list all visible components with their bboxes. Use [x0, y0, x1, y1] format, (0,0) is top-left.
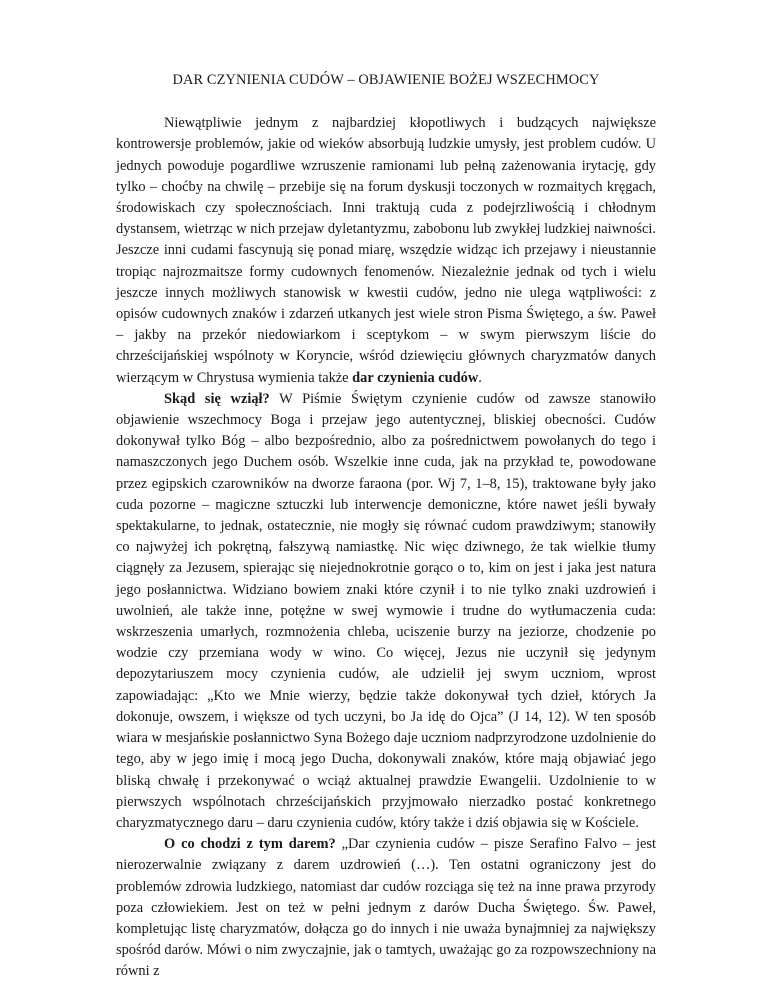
paragraph-text: . [478, 369, 482, 386]
bold-phrase: dar czynienia cudów [352, 369, 479, 386]
paragraph-2 [116, 389, 656, 834]
section-lead-heading: Skąd się wziął? [164, 390, 270, 407]
paragraph-text: „Dar czynienia cudów – pisze Serafino Falvo – jest nierozerwalnie związany z darem uzdrowień (…). Ten ostatni ograniczony jest do problemów zdrowia ludzkiego, natomiast dar cudów rozciąga się też na inne prawa przyrody poza człowiekiem. Jest on też w pełni jednym z darów Ducha Świętego. Św. Paweł, kompletując listę charyzmatów, dołącza go do innych i nie uważa bynajmniej za największy spośród darów. Mówi o nim zwyczajnie, jak o tamtych, uważając go za rozpowszechniony na równi z [116, 836, 656, 980]
document-page [116, 70, 656, 983]
section-lead-heading: O co chodzi z tym darem? [164, 836, 336, 853]
document-title: DAR CZYNIENIA CUDÓW – OBJAWIENIE BOŻEJ WSZECHMOCY [172, 72, 600, 88]
paragraph-3 [116, 834, 656, 982]
paragraph-text: Niewątpliwie jednym z najbardziej kłopotliwych i budzących największe kontrowersje problemów, jakie od wieków absorbują ludzkie umysły, jest problem cudów. U jednych powoduje pogardliwe wzruszenie ramionami lub pełną zażenowania irytację, gdy tylko – choćby na chwilę – przebije się na forum dyskusji toczonych w rozmaitych kręgach, środowiskach czy społecznościach. Inni traktują cuda z podejrzliwością i chłodnym dystansem, wietrząc w nich przejaw dyletantyzmu, zabobonu lub zwykłej ludzkiej naiwności. Jeszcze inni cudami fascynują się ponad miarę, wszędzie widząc ich przejawy i nieustannie tropiąc najrozmaitsze formy cudownych fenomenów. Niezależnie jednak od tych i wielu jeszcze innych możliwych stanowisk w kwestii cudów, jedno nie ulega wątpliwości: z opisów cudownych znaków i zdarzeń utkanych jest wiele stron Pisma Świętego, a św. Paweł – jakby na przekór niedowiarkom i sceptykom – w swym pierwszym liście do chrześcijańskiej wspólnoty w Koryncie, wśród dziewięciu głównych charyzmatów danych wierzącym w Chrystusa wymienia także [116, 115, 656, 386]
paragraph-1 [116, 113, 656, 389]
paragraph-text: W Piśmie Świętym czynienie cudów od zawsze stanowiło objawienie wszechmocy Boga i przejaw jego autentycznej, bliskiej obecności. Cudów dokonywał tylko Bóg – albo bezpośrednio, albo za pośrednictwem powołanych do tego i namaszczonych jego Duchem osób. Wszelkie inne cuda, jak na przykład te, powodowane przez egipskich czarowników na dworze faraona (por. Wj 7, 1–8, 15), traktowane były jako cuda pozorne – magiczne sztuczki lub interwencje demoniczne, które nawet jeśli bywały spektakularne, to jednak, ostatecznie, nie mogły się równać cudom prawdziwym; stanowiły co najwyżej ich pokrętną, fałszywą namiastkę. Nic więc dziwnego, że tak wielkie tłumy ciągnęły za Jezusem, spierając się niejednokrotnie gorąco o to, kim on jest i jaka jest natura jego posłannictwa. Widziano bowiem znaki które czynił i to nie tylko znaki uzdrowień i uwolnień, ale także inne, potężne w swej wymowie i trudne do wytłumaczenia cuda: wskrzeszenia umarłych, rozmnożenia chleba, uciszenie burzy na jeziorze, chodzenie po wodzie czy przemiana wody w wino. Co więcej, Jezus nie uczynił się jedynym depozytariuszem mocy czynienia cudów, ale udzielił jej swym uczniom, wprost zapowiadając: „Kto we Mnie wierzy, będzie także dokonywał tych dzieł, których Ja dokonuje, owszem, i większe od tych uczyni, bo Ja idę do Ojca” (J 14, 12). W ten sposób wiara w mesjańskie posłannictwo Syna Bożego daje uczniom nadprzyrodzone uzdolnienie do tego, aby w jego imię i mocą jego Ducha, dokonywali znaków, które mają objawiać jego bliską chwałę i przekonywać o wciąż aktualnej prawdzie Ewangelii. Uzdolnienie to w pierwszych wspólnotach chrześcijańskich przyjmowało nierzadko postać konkretnego charyzmatycznego daru – daru czynienia cudów, który także i dziś objawia się w Kościele. [116, 390, 656, 831]
